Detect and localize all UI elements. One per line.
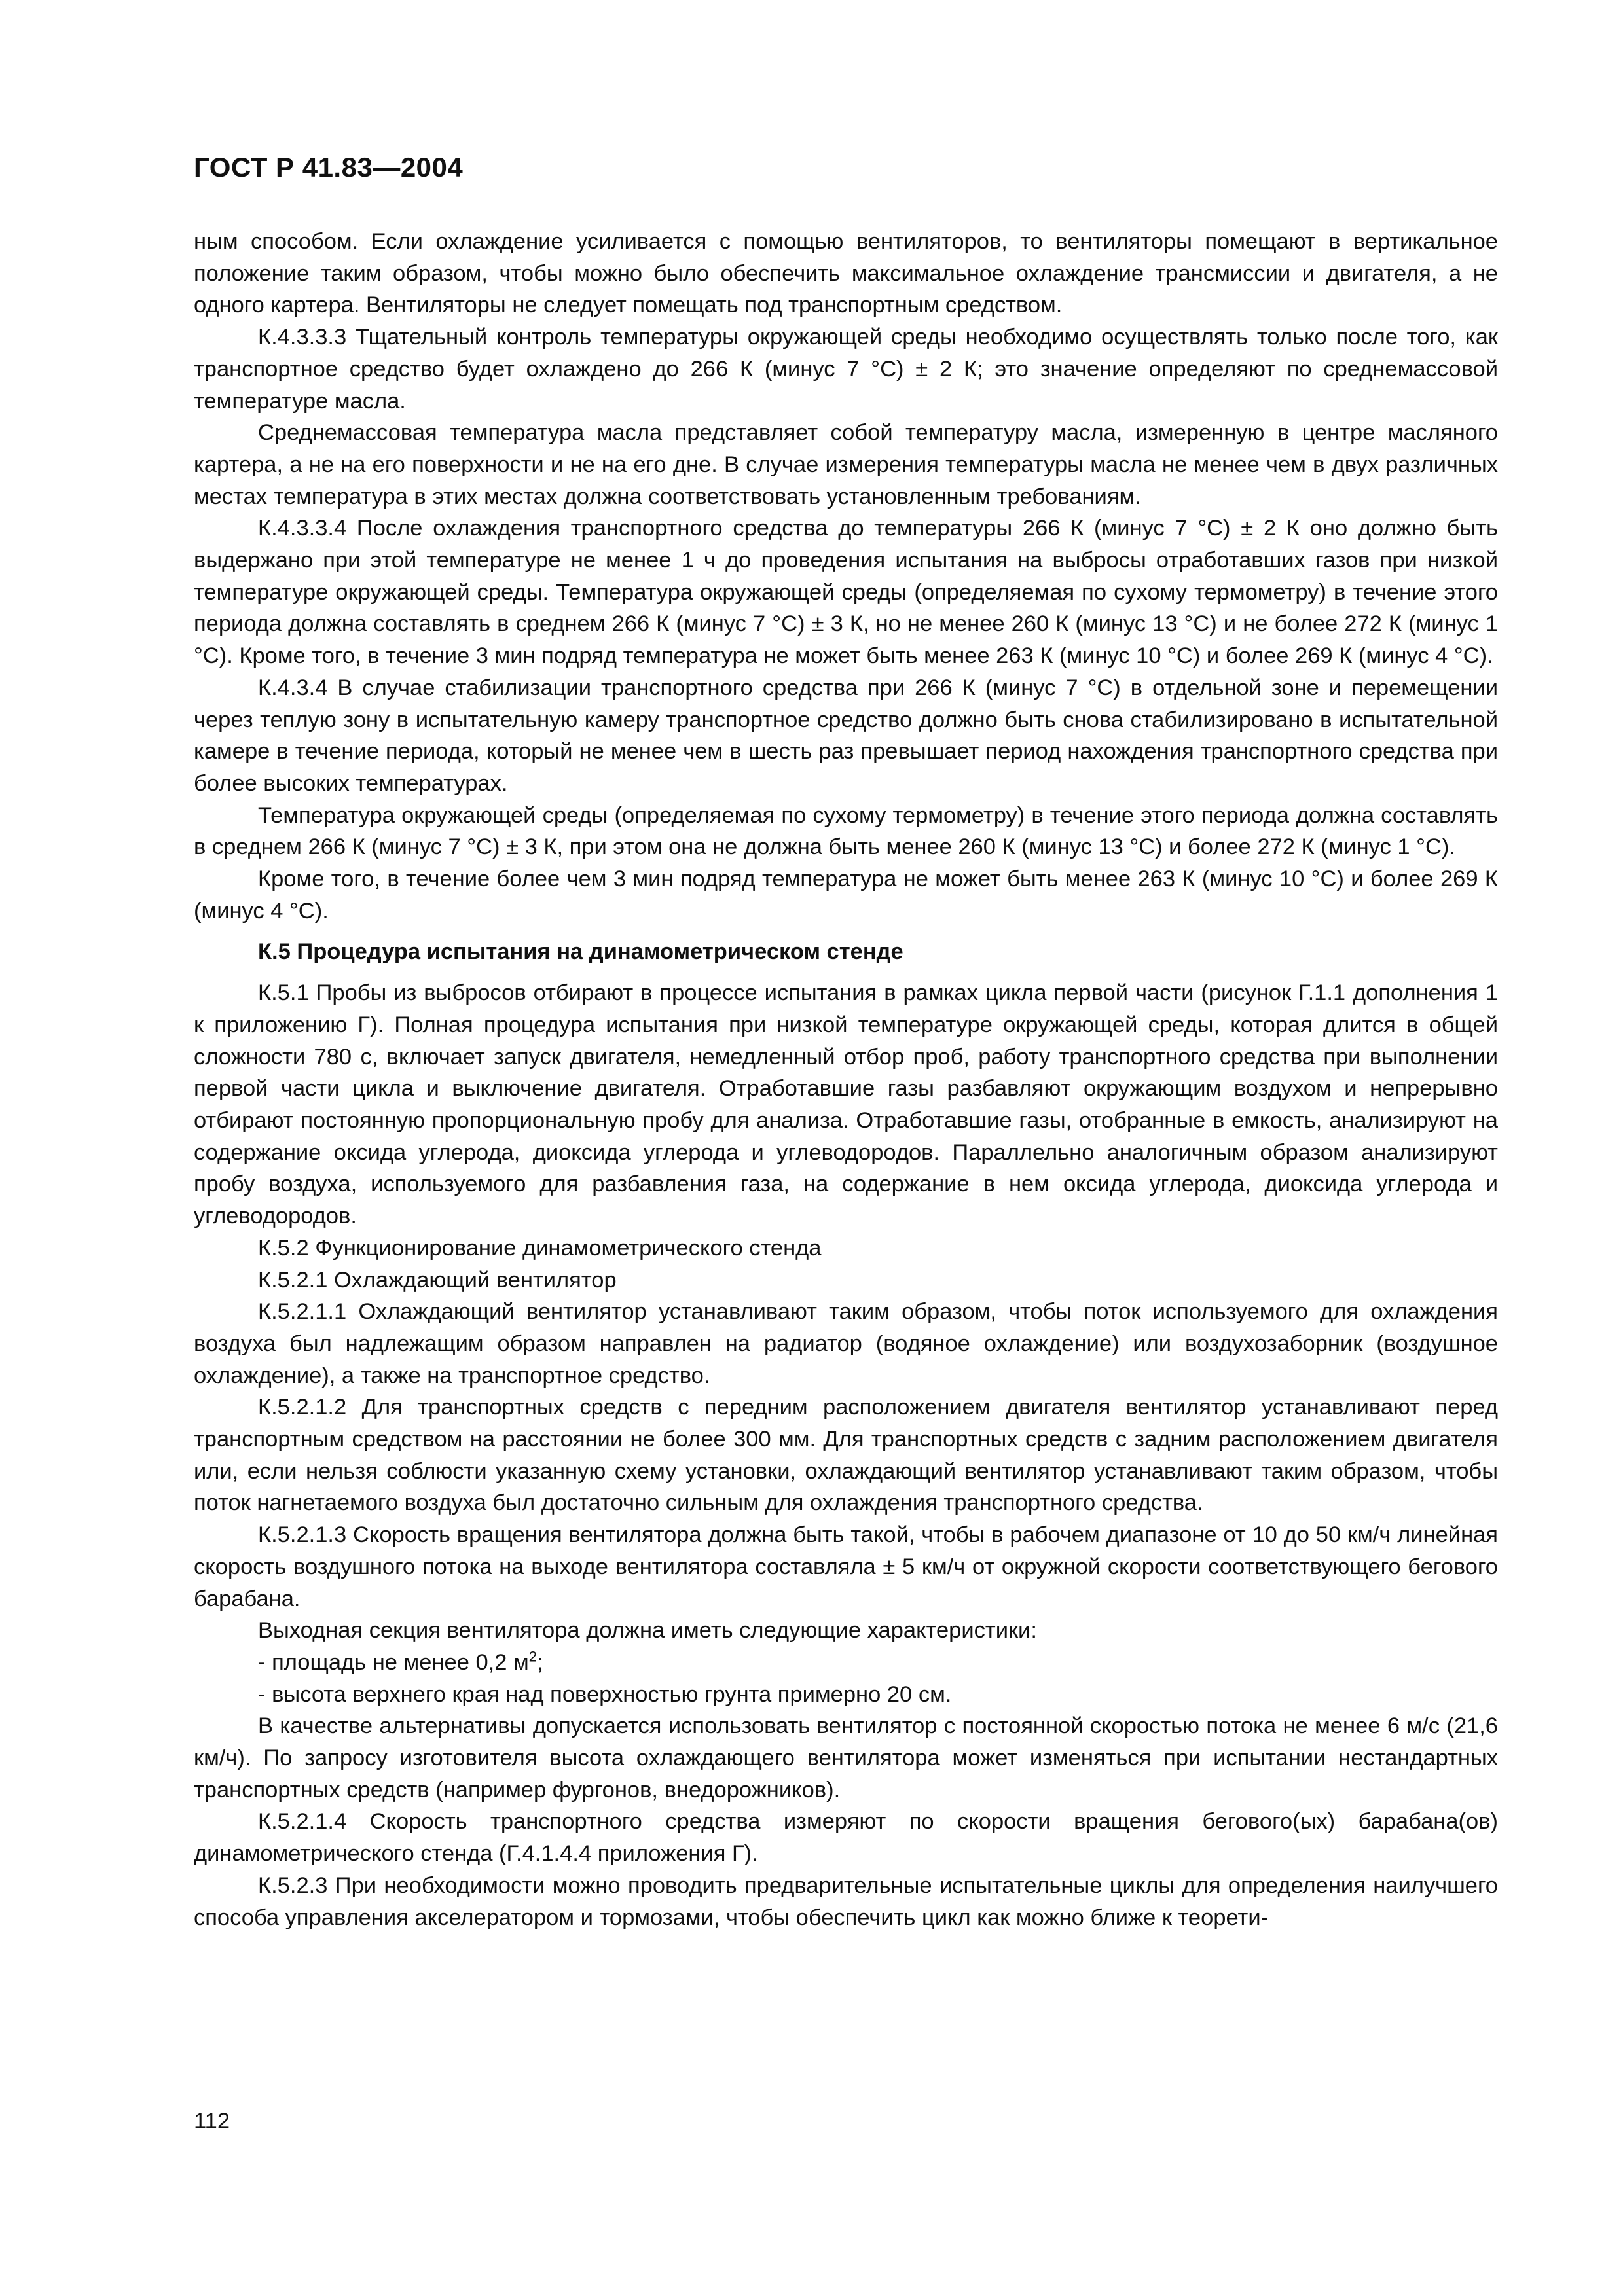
paragraph: Среднемассовая температура масла представляет собой температуру масла, измеренную в центре масляного картера, а не на его поверхности и не на его дне. В случае измерения температуры масла не менее чем в двух различных местах температура в этих местах должна соответствовать установленным требованиям. (194, 420, 1498, 509)
paragraph: К.5.2.1.4 Скорость транспортного средства измеряют по скорости вращения бегового(ых) барабана(ов) динамометрического стенда (Г.4.1.4.4 приложения Г). (194, 1809, 1498, 1867)
section-heading: К.5 Процедура испытания на динамометрическом стенде (258, 939, 903, 965)
paragraph: В качестве альтернативы допускается использовать вентилятор с постоянной скоростью потока не менее 6 м/с (21,6 км/ч). По запросу изготовителя высота охлаждающего вентилятора может изменяться при испытании нестандартных транспортных средств (например фургонов, внедорожников). (194, 1713, 1498, 1803)
paragraph: К.5.2.3 При необходимости можно проводить предварительные испытательные циклы для определения наилучшего способа управления акселератором и тормозами, чтобы обеспечить цикл как можно ближе к теорети- (194, 1873, 1498, 1930)
list-item-suffix: ; (536, 1649, 543, 1675)
list-item-text: - площадь не менее 0,2 м (258, 1649, 529, 1675)
paragraph: К.4.3.3.3 Тщательный контроль температуры окружающей среды необходимо осуществлять только после того, как транспортное средство будет охлаждено до 266 К (минус 7 °С) ± 2 К; это значение определяют по среднемассовой температуре масла. (194, 325, 1498, 414)
paragraph: К.5.2.1.1 Охлаждающий вентилятор устанавливают таким образом, чтобы поток используемого для охлаждения воздуха был надлежащим образом направлен на радиатор (водяное охлаждение) или воздухозаборник (воздушное охлаждение), а также на транспортное средство. (194, 1299, 1498, 1388)
list-item (194, 1647, 1498, 1679)
superscript: 2 (528, 1648, 537, 1665)
document-header: ГОСТ Р 41.83—2004 (194, 152, 464, 183)
paragraph: К.5.2.1.2 Для транспортных средств с передним расположением двигателя вентилятор устанавливают перед транспортным средством на расстоянии не более 300 мм. Для транспортных средств с задним расположением двигателя или, если нельзя соблюсти указанную схему установки, охлаждающий вентилятор устанавливают таким образом, чтобы поток нагнетаемого воздуха был достаточно сильным для охлаждения транспортного средства. (194, 1395, 1498, 1516)
list-item: - высота верхнего края над поверхностью грунта примерно 20 см. (258, 1681, 952, 1707)
paragraph: К.5.2.1 Охлаждающий вентилятор (258, 1267, 617, 1293)
paragraph: К.4.3.4 В случае стабилизации транспортного средства при 266 К (минус 7 °С) в отдельной зоне и перемещении через теплую зону в испытательную камеру транспортное средство должно быть снова стабилизировано в испытательной камере в течение периода, который не менее чем в шесть раз превышает период нахождения транспортного средства при более высоких температурах. (194, 675, 1498, 796)
paragraph: К.5.2 Функционирование динамометрического стенда (258, 1235, 822, 1261)
page-number: 112 (194, 2109, 230, 2134)
paragraph: К.5.2.1.3 Скорость вращения вентилятора должна быть такой, чтобы в рабочем диапазоне от 10 до 50 км/ч линейная скорость воздушного потока на выходе вентилятора составляла ± 5 км/ч от окружной скорости соответствующего бегового барабана. (194, 1522, 1498, 1611)
paragraph: К.4.3.3.4 После охлаждения транспортного средства до температуры 266 К (минус 7 °С) ± 2 К оно должно быть выдержано при этой температуре не менее 1 ч до проведения испытания на выбросы отработавших газов при низкой температуре окружающей среды. Температура окружающей среды (определяемая по сухому термометру) в течение этого периода должна составлять в среднем 266 К (минус 7 °С) ± 3 К, но не менее 260 К (минус 13 °С) и не более 272 К (минус 1 °С). Кроме того, в течение 3 мин подряд температура не может быть менее 263 К (минус 10 °С) и более 269 К (минус 4 °С). (194, 516, 1498, 669)
paragraph: Кроме того, в течение более чем 3 мин подряд температура не может быть менее 263 К (минус 10 °С) и более 269 К (минус 4 °С). (194, 867, 1498, 924)
document-body (194, 226, 1498, 1933)
paragraph: Температура окружающей среды (определяемая по сухому термометру) в течение этого периода должна составлять в среднем 266 К (минус 7 °С) ± 3 К, при этом она не должна быть менее 260 К (минус 13 °С) и более 272 К (минус 1 °С). (194, 802, 1498, 860)
paragraph: Выходная секция вентилятора должна иметь следующие характеристики: (258, 1618, 1037, 1643)
paragraph: ным способом. Если охлаждение усиливается с помощью вентиляторов, то вентиляторы помещают в вертикальное положение таким образом, чтобы можно было обеспечить максимальное охлаждение трансмиссии и двигателя, а не одного картера. Вентиляторы не следует помещать под транспортным средством. (194, 229, 1498, 318)
paragraph: К.5.1 Пробы из выбросов отбирают в процессе испытания в рамках цикла первой части (рисунок Г.1.1 дополнения 1 к приложению Г). Полная процедура испытания при низкой температуре окружающей среды, которая длится в общей сложности 780 с, включает запуск двигателя, немедленный отбор проб, работу транспортного средства при выполнении первой части цикла и выключение двигателя. Отработавшие газы разбавляют окружающим воздухом и непрерывно отбирают постоянную пропорциональную пробу для анализа. Отработавшие газы, отобранные в емкость, анализируют на содержание оксида углерода, диоксида углерода и углеводородов. Параллельно аналогичным образом анализируют пробу воздуха, используемого для разбавления газа, на содержание в нем оксида углерода, диоксида углерода и углеводородов. (194, 980, 1498, 1229)
